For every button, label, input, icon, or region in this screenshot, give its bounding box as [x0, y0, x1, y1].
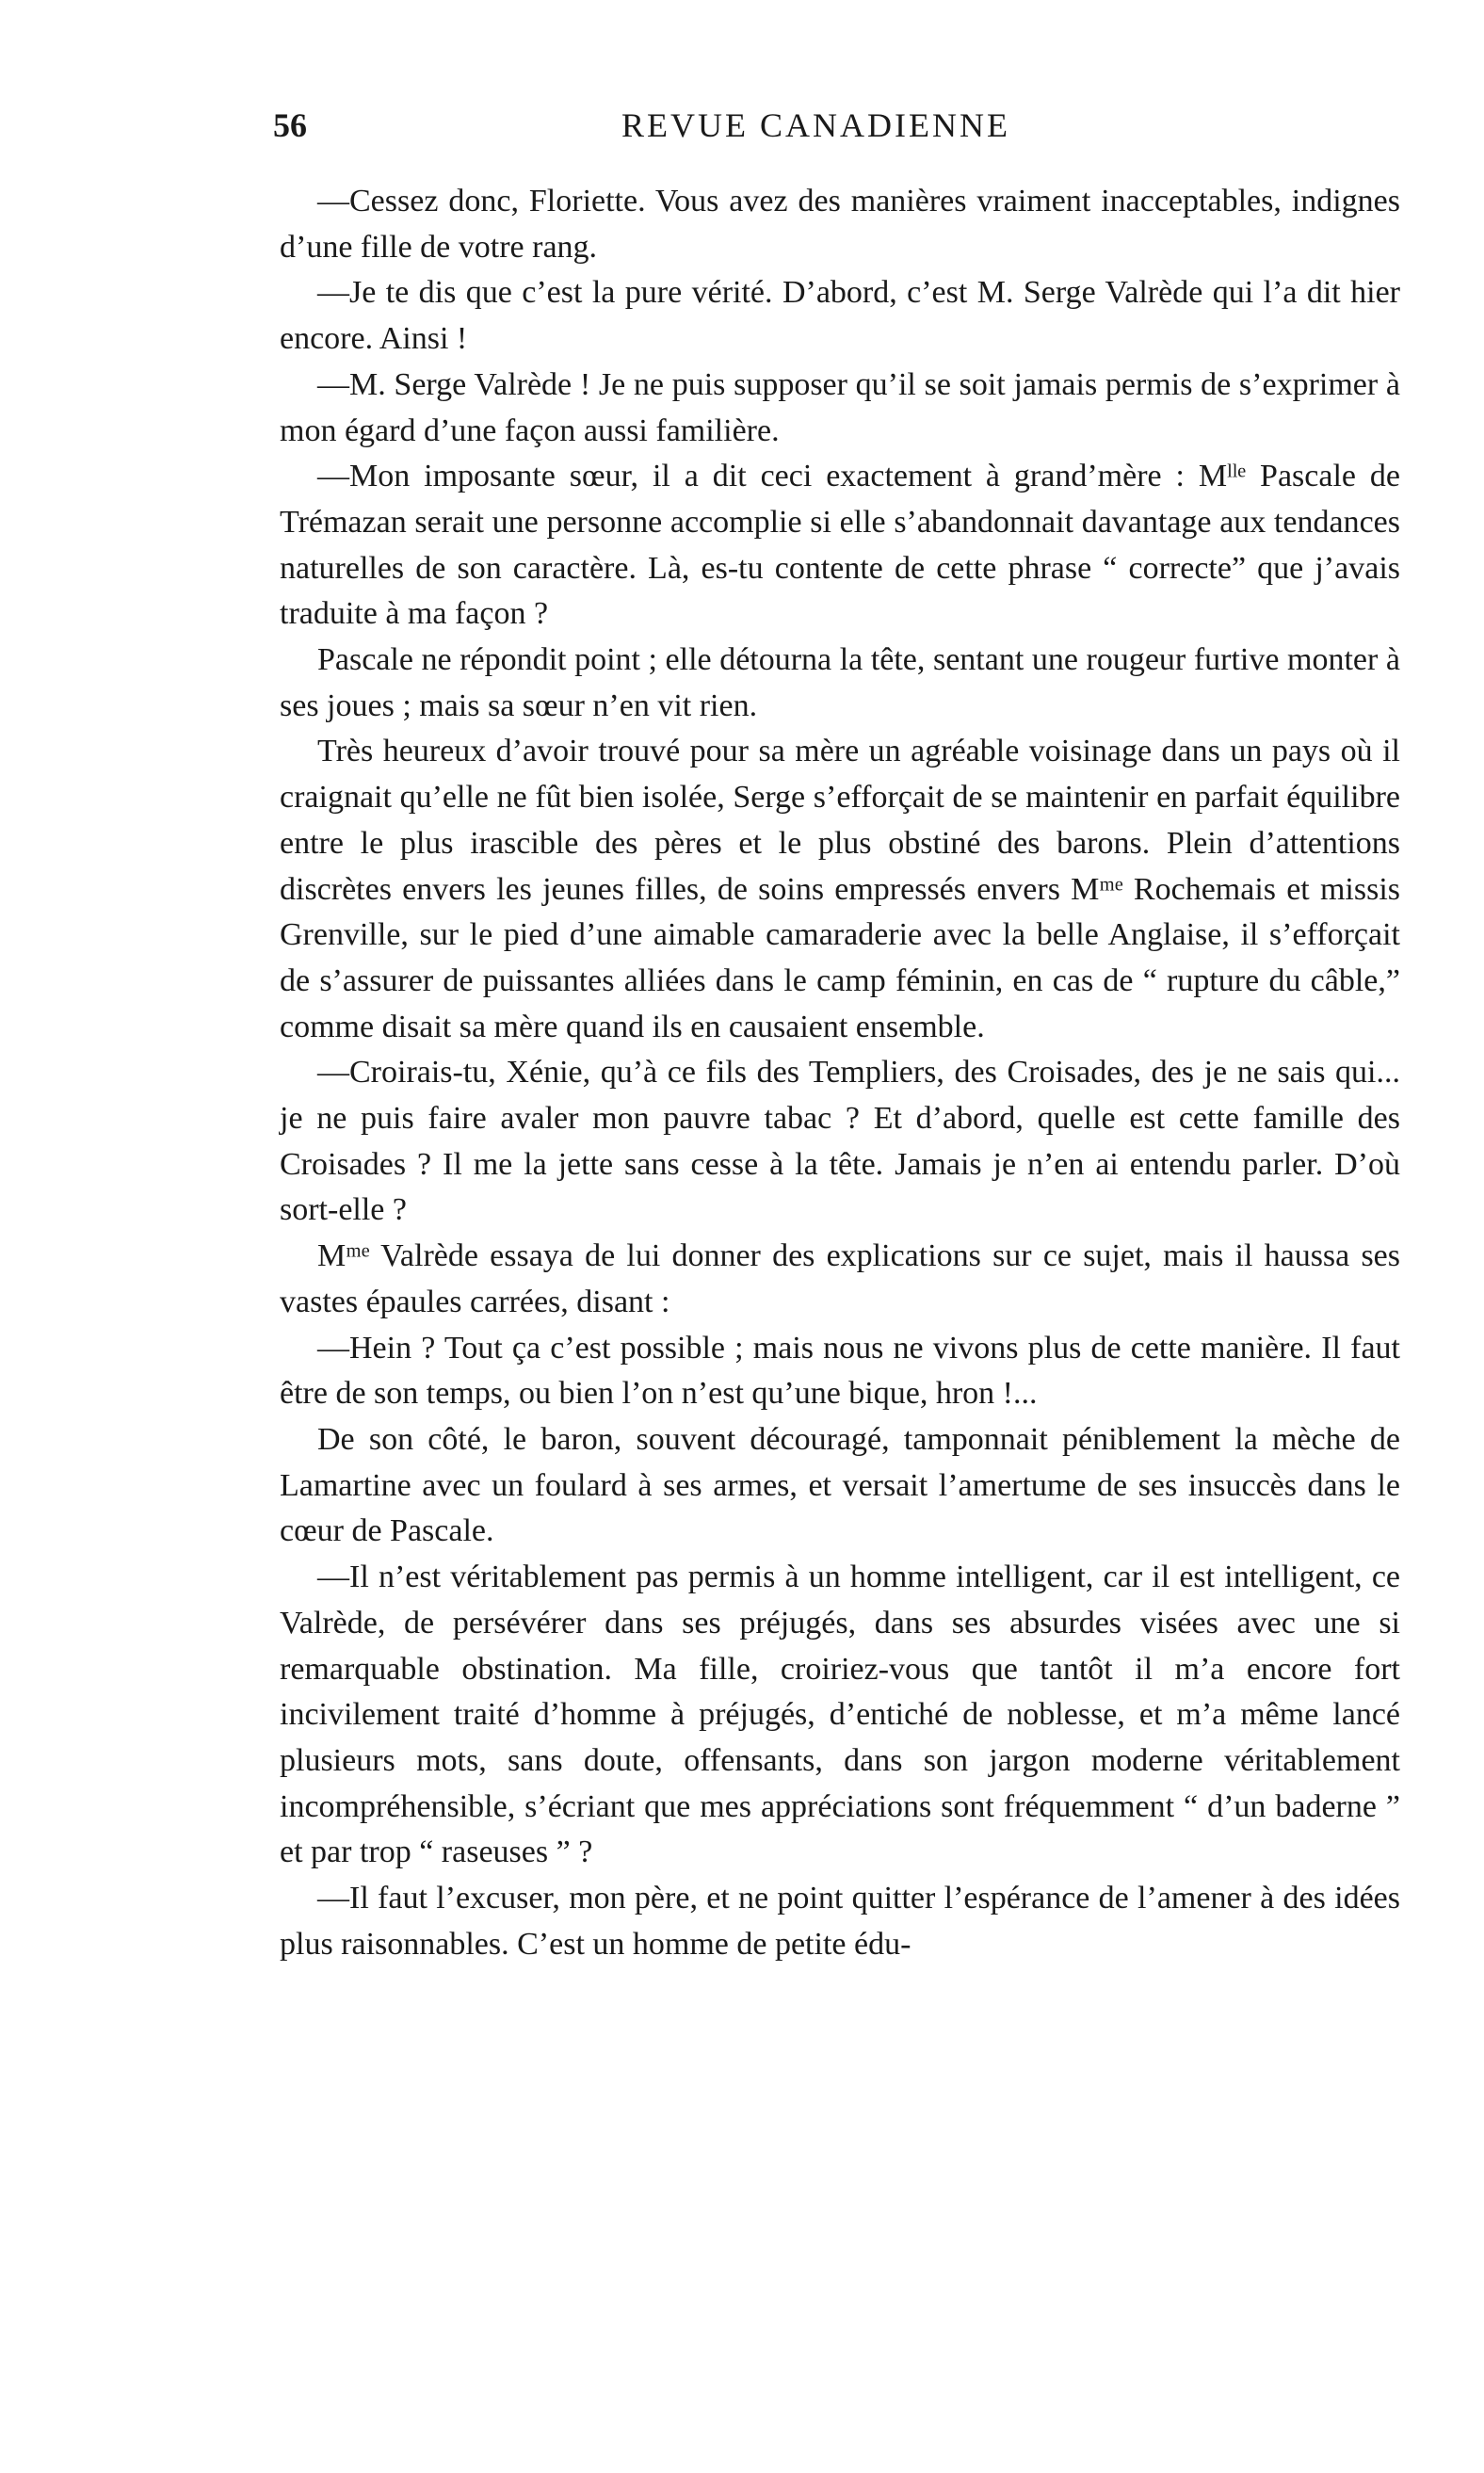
paragraph: —Hein ? Tout ça c’est possible ; mais nous ne vivons plus de cette manière. Il faut être de son temps, ou bien l’on n’est qu’une bique, hron !... — [280, 1330, 1400, 1412]
page-number: 56 — [273, 106, 307, 144]
journal-title: REVUE CANADIENNE — [621, 106, 1010, 144]
paragraph: —Je te dis que c’est la pure vérité. D’abord, c’est M. Serge Valrède qui l’a dit hier encore. Ainsi ! — [280, 275, 1400, 357]
paragraph: —Il n’est véritablement pas permis à un homme intelligent, car il est intelligent, ce Valrède, de persévérer dans ses préjugés, dans ses absurdes visées avec une si remarquable obstination. Ma fille, croiriez-vous que tantôt il m’a encore fort incivilement traité d’homme à préjugés, d’entiché de noblesse, et m’a même lancé plusieurs mots, sans doute, offensants, dans son jargon moderne véritablement incompréhensible, s’écriant que mes appréciations sont fréquemment “ d’un baderne ” et par trop “ raseuses ” ? — [280, 1560, 1400, 1870]
paragraph: —Cessez donc, Floriette. Vous avez des manières vraiment inacceptables, indignes d’une fille de votre rang. — [280, 184, 1400, 265]
body-text — [280, 179, 1400, 1967]
paragraph: De son côté, le baron, souvent découragé, tamponnait péniblement la mèche de Lamartine avec un foulard à ses armes, et versait l’amertume de ses insuccès dans le cœur de Pascale. — [280, 1421, 1400, 1549]
paragraph: —M. Serge Valrède ! Je ne puis supposer qu’il se soit jamais permis de s’exprimer à mon égard d’une façon aussi familière. — [280, 366, 1400, 448]
paragraph: —Croirais-tu, Xénie, qu’à ce fils des Templiers, des Croisades, des je ne sais qui... je ne puis faire avaler mon pauvre tabac ? Et d’abord, quelle est cette famille des Croisades ? Il me la jette sans cesse à la tête. Jamais je n’en ai entendu parler. D’où sort-elle ? — [280, 1055, 1400, 1228]
paragraph: —Il faut l’excuser, mon père, et ne point quitter l’espérance de l’amener à des idées plus raisonnables. C’est un homme de petite édu- — [280, 1881, 1400, 1962]
paragraph: —Mon imposante sœur, il a dit ceci exactement à grand’mère : Mˡˡᵉ Pascale de Trémazan serait une personne accomplie si elle s’abandonnait davantage aux tendances naturelles de son caractère. Là, es-tu contente de cette phrase “ correcte” que j’avais traduite à ma façon ? — [280, 459, 1400, 632]
paragraph: Très heureux d’avoir trouvé pour sa mère un agréable voisinage dans un pays où il craignait qu’elle ne fût bien isolée, Serge s’efforçait de se maintenir en parfait équilibre entre le plus irascible des pères et le plus obstiné des barons. Plein d’attentions discrètes envers les jeunes filles, de soins empressés envers Mᵐᵉ Rochemais et missis Grenville, sur le pied d’une aimable camaraderie avec la belle Anglaise, il s’efforçait de s’assurer de puissantes alliées dans le camp féminin, en cas de “ rupture du câble,” comme disait sa mère quand ils en causaient ensemble. — [280, 734, 1400, 1044]
running-head — [273, 105, 1403, 153]
paragraph: Pascale ne répondit point ; elle détourna la tête, sentant une rougeur furtive monter à ses joues ; mais sa sœur n’en vit rien. — [280, 642, 1400, 723]
paragraph: Mᵐᵉ Valrède essaya de lui donner des explications sur ce sujet, mais il haussa ses vastes épaules carrées, disant : — [280, 1238, 1400, 1319]
